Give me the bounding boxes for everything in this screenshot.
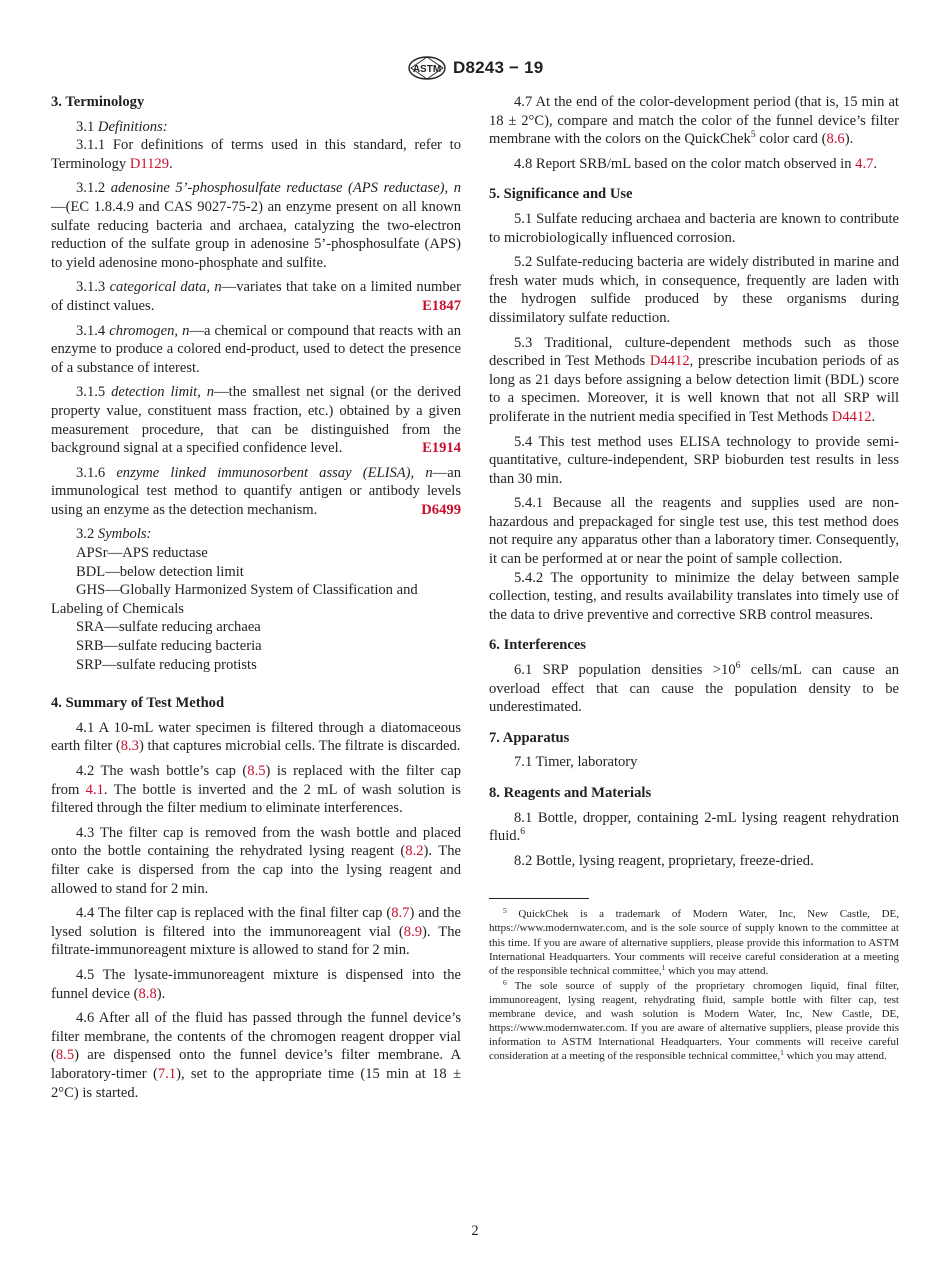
para-4-8: 4.8 Report SRB/mL based on the color match observed in 4.7. bbox=[514, 155, 878, 172]
para-3-1-3: 3.1.3 categorical data, n—variates that take on a limited number of distinct values. E1847 bbox=[51, 279, 462, 314]
para-8-2: 8.2 Bottle, lysing reagent, proprietary, freeze-dried. bbox=[514, 852, 814, 869]
ref-8-9-link[interactable]: 8.9 bbox=[403, 923, 423, 940]
para-5-4-2: 5.4.2 The opportunity to minimize the delay between sample collection, testing, and results availability translates into timely use of the data to drive preventive and corrective SRB control measures. bbox=[489, 569, 899, 623]
symbol-item: APSr—APS reductase bbox=[76, 545, 208, 562]
para-4-3: 4.3 The filter cap is removed from the wash bottle and placed onto the bottle containing the rehydrated lysing reagent (8.2). The filter cake is dispersed from the cap into the lysing reagent and allowed to stand for 2 min. bbox=[51, 824, 461, 897]
ref-4-1-link[interactable]: 4.1 bbox=[85, 781, 104, 798]
para-8-1: 8.1 Bottle, dropper, containing 2-mL lysing reagent rehydration fluid.$^6$ bbox=[489, 809, 899, 845]
symbol-item: SRB—sulfate reducing bacteria bbox=[76, 638, 262, 655]
footnote-6: $^6$ The sole source of supply of the proprietary chromogen liquid, final filter, immunoreagent, lysing reagent, rehydrating fluid, sample bottle with filter cap, test membrane device, and wash solution is Modern Water, Inc, New Castle, DE, https://www.modernwater.com. If you are aware of alternative suppliers, please provide this information to ASTM International Headquarters. Your comments will receive careful consideration at a meeting of the responsible technical committee,$^1$ which you may attend. bbox=[489, 977, 899, 1063]
ref-7-1-link[interactable]: 7.1 bbox=[157, 1065, 177, 1082]
para-4-6: 4.6 After all of the fluid has passed through the funnel device’s filter membrane, the contents of the chromogen reagent dropper vial (8.5) are dispensed onto the funnel device’s filter membrane. A laboratory-timer (7.1), set to the appropriate time (15 min at 18 ± 2°C) is started. bbox=[51, 1010, 461, 1101]
para-3-1-5: 3.1.5 detection limit, n—the smallest net signal (or the derived property value, constituent mass fraction, etc.) obtained by a given measurement procedure, that can be distinguished from the background signal at a specified confidence level. E1914 bbox=[51, 384, 461, 457]
para-3-1-2: 3.1.2 adenosine 5’-phosphosulfate reductase (APS reductase), n—(EC 1.8.4.9 and CAS 9027-75-2) an enzyme present on all known sulfate reducing bacteria and archaea, catalyzing the two-electron reduction of the sulfate group in adenosine 5’-phosphosulfate (APS) to yield adenosine mono-phosphate and sulfite. bbox=[51, 180, 461, 271]
svg-text:ASTM: ASTM bbox=[412, 64, 442, 75]
ref-8-5-link[interactable]: 8.5 bbox=[247, 763, 266, 779]
standard-designation: D8243 − 19 bbox=[453, 58, 544, 77]
ref-8-3-link[interactable]: 8.3 bbox=[120, 738, 139, 755]
ref-d4412-link[interactable]: D4412 bbox=[831, 408, 872, 425]
para-3-1-6: 3.1.6 enzyme linked immunosorbent assay (ELISA), n—an immunological test method to quantify antigen or antibody levels using an enzyme as the detection mechanism. D6499 bbox=[51, 464, 461, 518]
para-3-2: 3.2 Symbols: bbox=[76, 526, 152, 543]
ref-4-7-link[interactable]: 4.7 bbox=[855, 155, 874, 172]
para-4-1: 4.1 A 10-mL water specimen is filtered through a diatomaceous earth filter (8.3) that captures microbial cells. The filtrate is discarded. bbox=[51, 719, 461, 755]
section-heading-significance: 5. Significance and Use bbox=[489, 186, 633, 203]
para-5-1: 5.1 Sulfate reducing archaea and bacteria are known to contribute to microbiologically influenced corrosion. bbox=[489, 210, 899, 246]
ref-8-6-link[interactable]: 8.6 bbox=[826, 131, 845, 148]
ref-e1847-link[interactable]: E1847 bbox=[422, 297, 461, 314]
left-column bbox=[51, 93, 461, 1108]
ref-8-8-link[interactable]: 8.8 bbox=[138, 985, 157, 1002]
right-column bbox=[489, 93, 899, 1064]
section-heading-interferences: 6. Interferences bbox=[489, 637, 586, 654]
para-4-4: 4.4 The filter cap is replaced with the final filter cap (8.7) and the lysed solution is filtered into the immunoreagent vial (8.9). The filtrate-immunoreagent mixture is allowed to stand for 2 min. bbox=[51, 905, 461, 959]
ref-d4412-link[interactable]: D4412 bbox=[649, 353, 690, 370]
astm-logo-icon bbox=[407, 56, 447, 80]
ref-8-2-link[interactable]: 8.2 bbox=[405, 843, 424, 860]
ref-e1914-link[interactable]: E1914 bbox=[422, 440, 461, 457]
ref-8-5-link[interactable]: 8.5 bbox=[55, 1047, 75, 1064]
page-number: 2 bbox=[471, 1223, 479, 1239]
footnote-5: $^5$ QuickChek is a trademark of Modern Water, Inc, New Castle, DE, https://www.modernwater.com, and is the sole source of supply known to the committee at this time. If you are aware of alternative suppliers, please provide this information to ASTM International Headquarters. Your comments will receive careful consideration at a meeting of the responsible technical committee,$^1$ which you may attend. bbox=[489, 906, 899, 977]
symbol-item: BDL—below detection limit bbox=[76, 563, 244, 580]
symbol-item: SRP—sulfate reducing protists bbox=[76, 656, 257, 673]
para-3-1-1: 3.1.1 For definitions of terms used in this standard, refer to Terminology D1129. bbox=[51, 137, 461, 172]
page-header bbox=[0, 56, 950, 82]
para-4-2: 4.2 The wash bottle’s cap (8.5) is replaced with the filter cap from 4.1. The bottle is inverted and the 2 mL of wash solution is filtered through the filter medium to eliminate interferences. bbox=[51, 763, 462, 817]
section-heading-terminology: 3. Terminology bbox=[51, 94, 145, 110]
para-6-1: 6.1 SRP population densities $>10^6$ cells/mL can cause an overload effect that can cause the population density to be underestimated. bbox=[489, 661, 899, 716]
section-heading-summary: 4. Summary of Test Method bbox=[51, 695, 225, 712]
symbol-item: GHS—Globally Harmonized System of Classification and Labeling of Chemicals bbox=[51, 582, 418, 617]
para-3-1: 3.1 Definitions: bbox=[76, 118, 168, 135]
ref-d1129-link[interactable]: D1129 bbox=[129, 155, 170, 172]
ref-8-7-link[interactable]: 8.7 bbox=[391, 905, 410, 922]
para-5-3: 5.3 Traditional, culture-dependent methods such as those described in Test Methods D4412, prescribe incubation periods of as long as 21 days before assigning a below detection limit (BDL) score to a specimen. Moreover, it is well known that not all SRP will proliferate in the nutrient media specified in Test Methods D4412. bbox=[489, 334, 899, 425]
footnote-divider bbox=[489, 898, 589, 899]
para-3-1-4: 3.1.4 chromogen, n—a chemical or compound that reacts with an enzyme to produce a colored end-product, used to detect the presence of a substance of interest. bbox=[51, 322, 461, 376]
ref-d6499-link[interactable]: D6499 bbox=[421, 501, 461, 518]
para-5-4-1: 5.4.1 Because all the reagents and supplies used are non-hazardous and prepackaged for single test use, this test method does not require any apparatus other than a laboratory timer. Consequently, it can be performed at or near the point of sample collection. bbox=[489, 495, 899, 568]
para-5-4: 5.4 This test method uses ELISA technology to provide semi-quantitative, culture-independent, SRP bioburden test results in less than 30 min. bbox=[489, 433, 899, 487]
para-4-7: 4.7 At the end of the color-development period (that is, 15 min at 18 ± 2°C), compare and match the color of the funnel device’s filter membrane with the colors on the QuickChek$^5$ color card (8.6). bbox=[489, 94, 899, 148]
para-7-1: 7.1 Timer, laboratory bbox=[514, 754, 638, 771]
para-4-5: 4.5 The lysate-immunoreagent mixture is dispensed into the funnel device (8.8). bbox=[51, 966, 461, 1002]
section-heading-reagents: 8. Reagents and Materials bbox=[489, 785, 652, 801]
symbol-item: SRA—sulfate reducing archaea bbox=[76, 619, 261, 636]
para-5-2: 5.2 Sulfate-reducing bacteria are widely distributed in marine and fresh water muds which, in consequence, frequently are laden with the hydrogen sulfide produced by these organisms during dissimilatory sulfate reduction. bbox=[489, 254, 899, 326]
section-heading-apparatus: 7. Apparatus bbox=[489, 729, 570, 746]
